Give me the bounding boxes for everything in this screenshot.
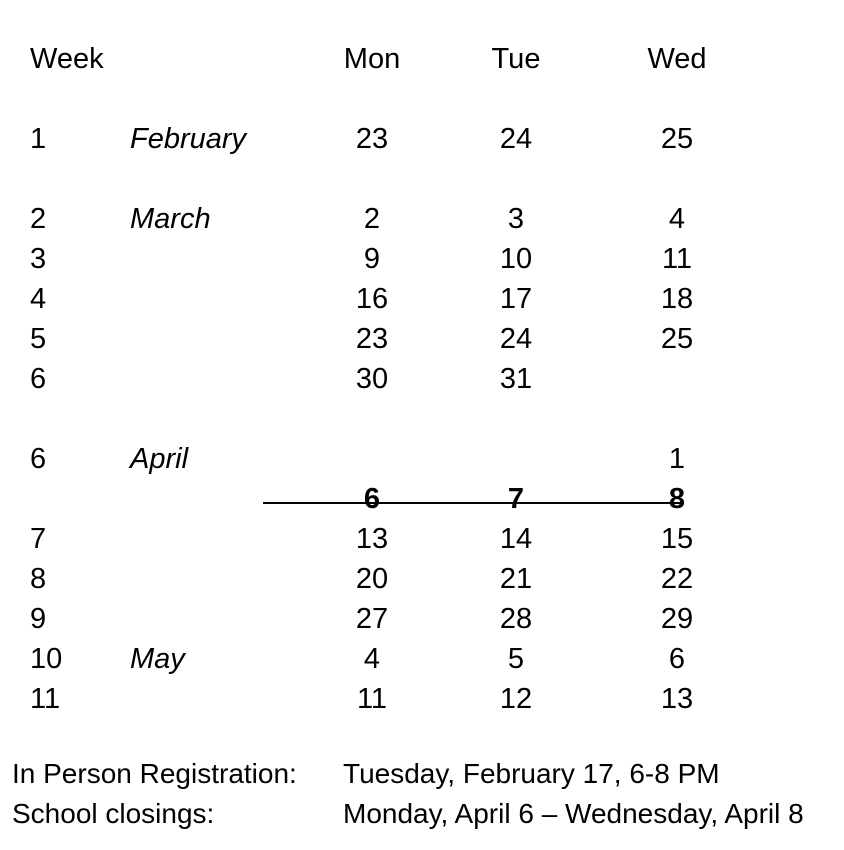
closings-label: School closings: — [12, 798, 215, 829]
week-number: 6 — [30, 363, 47, 395]
week-number: 2 — [30, 203, 47, 235]
week-number: 8 — [30, 563, 47, 595]
week-number: 7 — [30, 523, 47, 555]
mon-date: 23 — [355, 123, 389, 155]
week-number: 1 — [30, 123, 47, 155]
wed-date: 15 — [660, 523, 694, 555]
tue-date: 24 — [499, 323, 533, 355]
mon-date: 23 — [355, 323, 389, 355]
strikethrough-line — [263, 502, 680, 504]
mon-date: 11 — [356, 683, 388, 715]
closings-value: Monday, April 6 – Wednesday, April 8 — [343, 798, 804, 829]
tue-date: 28 — [499, 603, 533, 635]
tue-date: 24 — [499, 123, 533, 155]
week-number: 11 — [30, 683, 61, 715]
header-mon: Mon — [343, 43, 401, 75]
registration-value: Tuesday, February 17, 6-8 PM — [343, 758, 720, 789]
week-number: 6 — [30, 443, 47, 475]
week-number: 10 — [30, 643, 63, 675]
wed-date: 6 — [668, 643, 686, 675]
tue-date-closed: 7 — [507, 483, 525, 515]
month-label: April — [130, 443, 189, 475]
tue-date: 14 — [499, 523, 533, 555]
tue-date: 17 — [499, 283, 533, 315]
tue-date: 3 — [507, 203, 525, 235]
tue-date: 10 — [499, 243, 533, 275]
mon-date: 4 — [363, 643, 381, 675]
header-tue: Tue — [491, 43, 541, 75]
week-number: 4 — [30, 283, 47, 315]
wed-date: 18 — [660, 283, 694, 315]
mon-date: 30 — [355, 363, 389, 395]
mon-date: 16 — [355, 283, 389, 315]
month-label: May — [130, 643, 185, 675]
mon-date: 9 — [363, 243, 381, 275]
wed-date-closed: 8 — [668, 483, 686, 515]
wed-date: 29 — [660, 603, 694, 635]
week-number: 3 — [30, 243, 47, 275]
wed-date: 22 — [660, 563, 694, 595]
mon-date: 20 — [355, 563, 389, 595]
month-label: February — [130, 123, 247, 155]
tue-date: 31 — [499, 363, 533, 395]
mon-date: 2 — [363, 203, 381, 235]
month-label: March — [130, 203, 211, 235]
wed-date: 25 — [660, 323, 694, 355]
header-week: Week — [30, 43, 104, 75]
wed-date: 13 — [660, 683, 694, 715]
mon-date-closed: 6 — [363, 483, 381, 515]
registration-label: In Person Registration: — [12, 758, 297, 789]
wed-date: 11 — [661, 243, 693, 275]
wed-date: 25 — [660, 123, 694, 155]
header-wed: Wed — [647, 43, 707, 75]
week-number: 9 — [30, 603, 47, 635]
mon-date: 27 — [355, 603, 389, 635]
tue-date: 12 — [499, 683, 533, 715]
week-number: 5 — [30, 323, 47, 355]
wed-date: 1 — [668, 443, 686, 475]
wed-date: 4 — [668, 203, 686, 235]
mon-date: 13 — [355, 523, 389, 555]
tue-date: 5 — [507, 643, 525, 675]
tue-date: 21 — [499, 563, 533, 595]
